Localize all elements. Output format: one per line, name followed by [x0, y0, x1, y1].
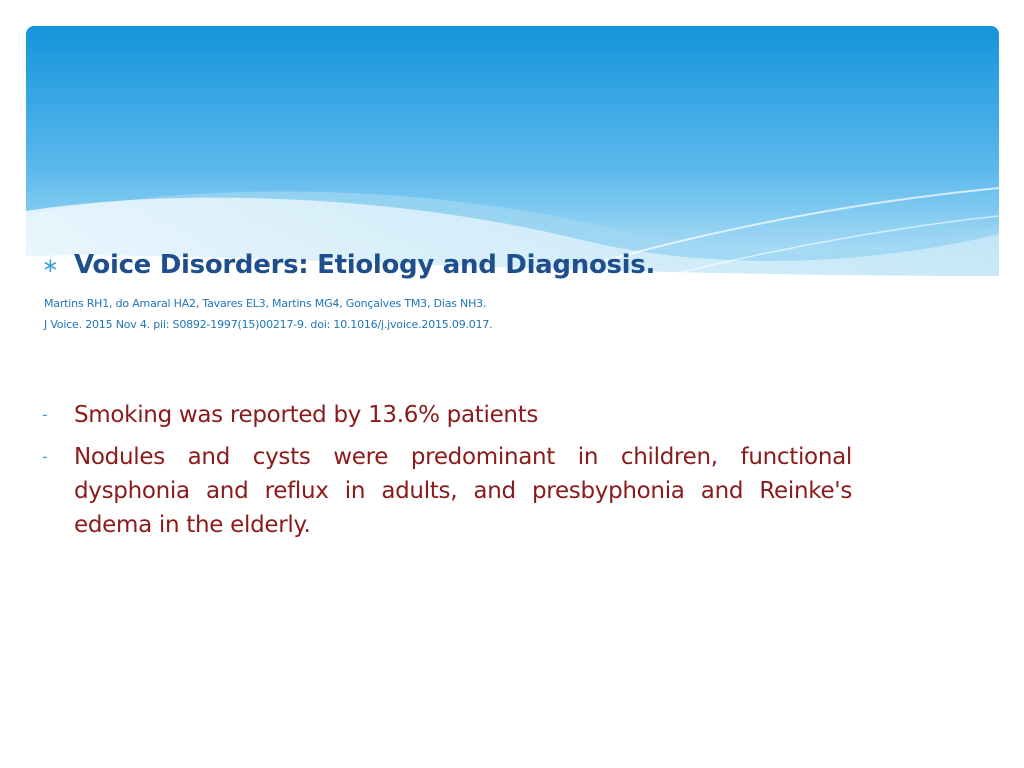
header-banner	[26, 26, 999, 284]
point-text: Smoking was reported by 13.6% patients	[74, 402, 539, 428]
dash-bullet: -	[42, 447, 48, 466]
title-row	[42, 250, 655, 280]
asterisk-bullet-icon: ∗	[42, 253, 59, 277]
point-text: Nodules and cysts were predominant in children, functional dysphonia and reflux in adults, and presbyphonia and Reinke's edema in the elderly.	[74, 444, 852, 538]
bullet-list	[42, 398, 852, 550]
list-item	[42, 398, 852, 432]
authors-line: Martins RH1, do Amaral HA2, Tavares EL3, Martins MG4, Gonçalves TM3, Dias NH3.	[44, 297, 487, 310]
wave-background	[26, 26, 999, 284]
list-item	[42, 440, 852, 542]
citation-line: J Voice. 2015 Nov 4. pii: S0892-1997(15)00217-9. doi: 10.1016/j.jvoice.2015.09.017.	[44, 318, 493, 331]
dash-bullet: -	[42, 405, 48, 424]
slide-title: Voice Disorders: Etiology and Diagnosis.	[74, 250, 656, 280]
